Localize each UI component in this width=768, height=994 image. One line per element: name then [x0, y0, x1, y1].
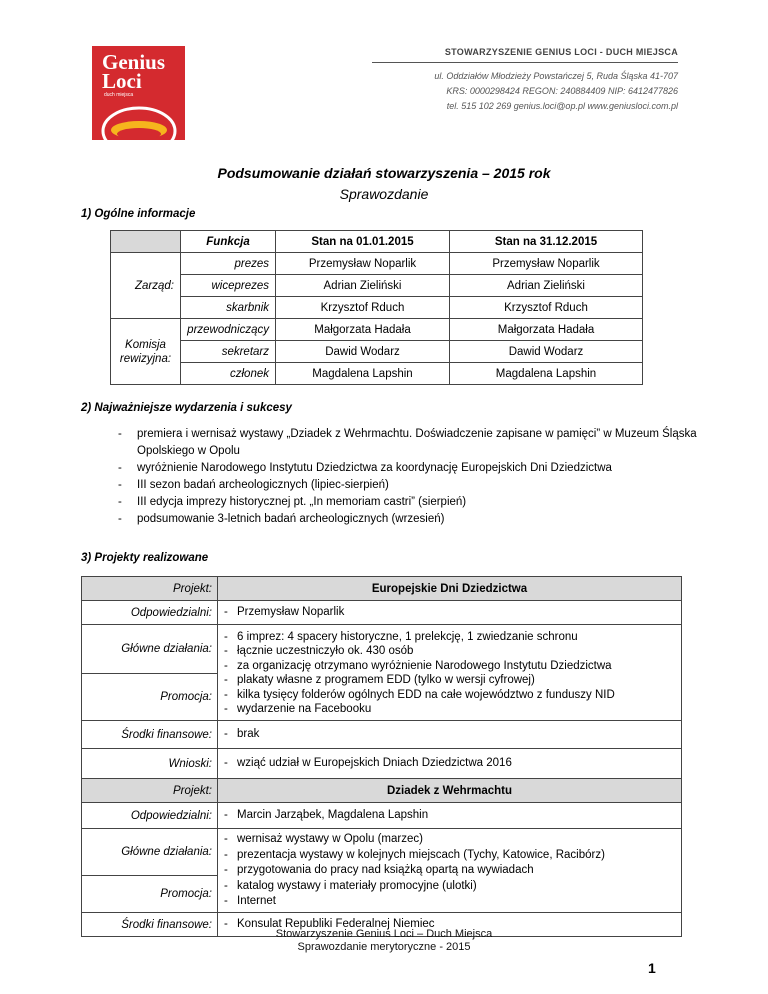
- funds-value: - Konsulat Republiki Federalnej Niemiec: [224, 917, 675, 932]
- promotion-item: - kilka tysięcy folderów ogólnych EDD na całe województwo z funduszy NID: [224, 688, 675, 703]
- header-divider: [372, 62, 678, 63]
- registry-line: KRS: 0000298424 REGON: 240884409 NIP: 6412477826: [446, 86, 678, 96]
- sun-arch-icon: [92, 46, 185, 140]
- list-item: - III sezon badań archeologicznych (lipiec-sierpień): [118, 477, 698, 494]
- activity-item: - 6 imprez: 4 spacery historyczne, 1 prelekcję, 1 zwiedzanie schronu: [224, 630, 675, 645]
- start-cell: Magdalena Lapshin: [276, 363, 450, 385]
- project-name: Europejskie Dni Dziedzictwa: [218, 577, 682, 601]
- logo-text-line1: Genius: [102, 50, 166, 74]
- empty-header-cell: [111, 231, 181, 253]
- funds-label: Środki finansowe:: [82, 913, 218, 937]
- start-cell: Krzysztof Rduch: [276, 297, 450, 319]
- address-line: ul. Oddziałów Młodzieży Powstańczej 5, Ruda Śląska 41-707: [434, 71, 678, 81]
- conclusions-value: - wziąć udział w Europejskich Dniach Dziedzictwa 2016: [224, 756, 675, 771]
- organization-name: STOWARZYSZENIE GENIUS LOCI - DUCH MIEJSCA: [444, 47, 678, 57]
- role-cell: sekretarz: [181, 341, 276, 363]
- promotion-item: - Internet: [224, 894, 675, 910]
- activity-item: - wernisaż wystawy w Opolu (marzec): [224, 832, 675, 848]
- activity-item: - przygotowania do pracy nad książką opartą na wywiadach: [224, 863, 675, 879]
- board-label: Zarząd:: [111, 253, 181, 319]
- logo-tagline: duch miejsca: [104, 92, 134, 98]
- list-item: - podsumowanie 3-letnich badań archeologicznych (wrzesień): [118, 511, 698, 528]
- responsible-value: - Marcin Jarząbek, Magdalena Lapshin: [224, 808, 675, 823]
- section-1-heading: 1) Ogólne informacje: [81, 208, 196, 220]
- project-name: Dziadek z Wehrmachtu: [218, 779, 682, 803]
- list-item: - wyróżnienie Narodowego Instytutu Dziedzictwa za koordynację Europejskich Dni Dziedzictwa: [118, 460, 698, 477]
- genius-loci-logo: [92, 46, 185, 140]
- document-subtitle: Sprawozdanie: [339, 186, 429, 202]
- responsible-label: Odpowiedzialni:: [82, 601, 218, 625]
- conclusions-label: Wnioski:: [82, 749, 218, 779]
- contact-line: tel. 515 102 269 genius.loci@op.pl www.geniusloci.com.pl: [446, 101, 678, 111]
- responsible-value: - Przemysław Noparlik: [224, 605, 675, 620]
- footer-report: Sprawozdanie merytoryczne - 2015: [297, 941, 471, 953]
- end-cell: Małgorzata Hadała: [450, 319, 643, 341]
- section-3-heading: 3) Projekty realizowane: [81, 552, 209, 564]
- project-label: Projekt:: [82, 577, 218, 601]
- end-cell: Dawid Wodarz: [450, 341, 643, 363]
- activity-item: - łącznie uczestniczyło ok. 430 osób: [224, 644, 675, 659]
- activities-label: Główne działania:: [82, 625, 218, 674]
- responsible-label: Odpowiedzialni:: [82, 803, 218, 829]
- col-function: Funkcja: [181, 231, 276, 253]
- audit-committee-label: Komisja rewizyjna:: [111, 319, 181, 385]
- end-cell: Adrian Zieliński: [450, 275, 643, 297]
- footer-org: Stowarzyszenie Genius Loci – Duch Miejsca: [275, 928, 493, 940]
- promotion-item: - katalog wystawy i materiały promocyjne (ulotki): [224, 879, 675, 895]
- document-title: Podsumowanie działań stowarzyszenia – 2015 rok: [217, 165, 551, 181]
- project-label: Projekt:: [82, 779, 218, 803]
- start-cell: Adrian Zieliński: [276, 275, 450, 297]
- list-item: - III edycja imprezy historycznej pt. „In memoriam castri” (sierpień): [118, 494, 698, 511]
- activity-item: - prezentacja wystawy w kolejnych miejscach (Tychy, Katowice, Racibórz): [224, 848, 675, 864]
- start-cell: Dawid Wodarz: [276, 341, 450, 363]
- promotion-item: - plakaty własne z programem EDD (tylko w wersji cyfrowej): [224, 673, 675, 688]
- activities-label: Główne działania:: [82, 829, 218, 876]
- role-cell: skarbnik: [181, 297, 276, 319]
- page-number: 1: [648, 960, 656, 976]
- logo-text-line2: Loci: [102, 69, 142, 93]
- col-end: Stan na 31.12.2015: [450, 231, 643, 253]
- end-cell: Krzysztof Rduch: [450, 297, 643, 319]
- promotion-label: Promocja:: [82, 674, 218, 721]
- list-item: - premiera i wernisaż wystawy „Dziadek z Wehrmachtu. Doświadczenie zapisane w pamięci” w Muzeum Śląska Opolskiego w Opolu: [118, 426, 698, 460]
- start-cell: Przemysław Noparlik: [276, 253, 450, 275]
- funds-label: Środki finansowe:: [82, 721, 218, 749]
- events-list: [118, 426, 698, 528]
- promotion-item: - wydarzenie na Facebooku: [224, 702, 675, 717]
- section-2-heading: 2) Najważniejsze wydarzenia i sukcesy: [81, 402, 292, 414]
- members-table: [110, 230, 643, 385]
- role-cell: wiceprezes: [181, 275, 276, 297]
- role-cell: prezes: [181, 253, 276, 275]
- end-cell: Przemysław Noparlik: [450, 253, 643, 275]
- activity-item: - za organizację otrzymano wyróżnienie Narodowego Instytutu Dziedzictwa: [224, 659, 675, 674]
- promotion-label: Promocja:: [82, 876, 218, 913]
- start-cell: Małgorzata Hadała: [276, 319, 450, 341]
- end-cell: Magdalena Lapshin: [450, 363, 643, 385]
- projects-table: [81, 576, 682, 937]
- role-cell: członek: [181, 363, 276, 385]
- funds-value: - brak: [224, 727, 675, 742]
- role-cell: przewodniczący: [181, 319, 276, 341]
- col-start: Stan na 01.01.2015: [276, 231, 450, 253]
